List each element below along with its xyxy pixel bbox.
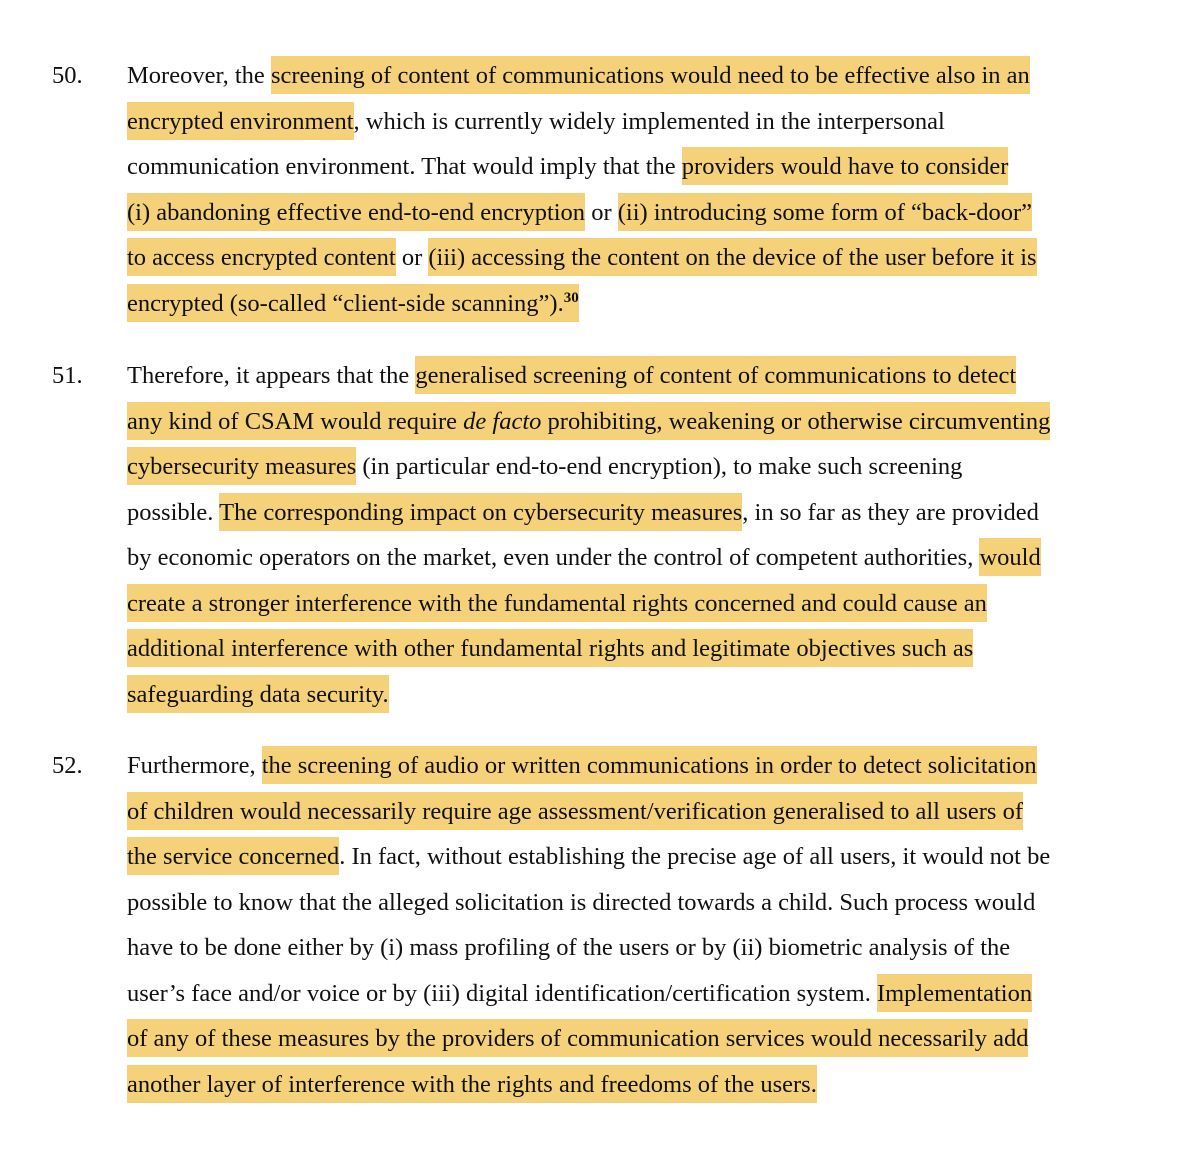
text-line bbox=[127, 626, 1177, 672]
highlighted-text bbox=[127, 193, 585, 231]
text-segment bbox=[127, 980, 877, 1007]
text-segment bbox=[127, 499, 219, 526]
segment-text: Furthermore, bbox=[127, 752, 262, 779]
highlighted-text bbox=[127, 238, 396, 276]
text-line bbox=[127, 444, 1177, 490]
paragraph-body bbox=[127, 353, 1177, 717]
text-line bbox=[127, 1016, 1177, 1062]
segment-text: Implementation bbox=[876, 979, 1033, 1007]
text-segment bbox=[127, 752, 262, 779]
segment-text: The corresponding impact on cybersecurity measures bbox=[219, 498, 743, 526]
segment-text: user’s face and/or voice or by (iii) digital identification/certification system. bbox=[127, 979, 877, 1007]
text-segment bbox=[127, 934, 1010, 961]
text-line bbox=[127, 672, 1177, 718]
text-line bbox=[127, 281, 1177, 327]
text-segment bbox=[742, 499, 1039, 526]
segment-text: (iii) accessing the content on the device of the user before it is bbox=[428, 244, 1037, 271]
segment-text: the service concerned bbox=[127, 843, 340, 870]
highlighted-text bbox=[262, 746, 1037, 784]
text-line bbox=[127, 190, 1177, 236]
segment-text: the screening of audio or written communications in order to detect solicitation bbox=[261, 752, 1037, 779]
paragraph-number: 50. bbox=[52, 62, 83, 89]
segment-text: Moreover, the bbox=[127, 62, 271, 89]
text-line bbox=[127, 353, 1177, 399]
segment-text: another layer of interference with the rights and freedoms of the users. bbox=[127, 1070, 817, 1098]
text-segment bbox=[354, 108, 945, 135]
highlighted-text bbox=[127, 837, 339, 875]
highlighted-text bbox=[127, 629, 973, 667]
segment-text: Therefore, it appears that the bbox=[127, 362, 416, 389]
highlighted-text bbox=[127, 102, 354, 140]
segment-text: (ii) introducing some form of “back-door” bbox=[617, 198, 1033, 226]
text-segment bbox=[356, 453, 962, 480]
segment-text: cybersecurity measures bbox=[127, 453, 357, 480]
highlighted-text bbox=[415, 356, 1016, 394]
highlighted-text bbox=[127, 675, 389, 713]
paragraph-body bbox=[127, 743, 1177, 1107]
text-line bbox=[127, 581, 1177, 627]
segment-text: create a stronger interference with the fundamental rights concerned and could cause an bbox=[127, 589, 987, 617]
paragraph-body bbox=[127, 53, 1177, 326]
highlighted-text bbox=[541, 402, 1050, 440]
text-segment bbox=[396, 244, 429, 271]
highlighted-text bbox=[271, 56, 1030, 94]
segment-text: would bbox=[979, 544, 1041, 571]
text-line bbox=[127, 144, 1177, 190]
text-segment bbox=[339, 843, 1050, 870]
segment-text: , in so far as they are provided bbox=[742, 498, 1039, 526]
highlighted-text bbox=[618, 193, 1032, 231]
segment-text: by economic operators on the market, even under the control of competent authorities, bbox=[127, 544, 980, 571]
highlighted-text bbox=[127, 1065, 817, 1103]
segment-text: possible. bbox=[127, 498, 220, 526]
highlighted-text bbox=[463, 402, 541, 440]
highlighted-text bbox=[127, 447, 356, 485]
text-segment bbox=[127, 62, 271, 89]
segment-text: communication environment. That would imply that the bbox=[127, 153, 682, 180]
highlighted-text bbox=[127, 1019, 1028, 1057]
segment-text: possible to know that the alleged solicitation is directed towards a child. Such process would bbox=[127, 888, 1036, 916]
segment-text: encrypted (so-called “client-side scanning”). bbox=[127, 289, 564, 317]
text-line bbox=[127, 1062, 1177, 1108]
segment-text: to access encrypted content bbox=[127, 244, 396, 271]
segment-text: (in particular end-to-end encryption), to make such screening bbox=[356, 453, 963, 480]
footnote-reference[interactable]: 30 bbox=[563, 289, 579, 306]
segment-text: any kind of CSAM would require bbox=[127, 407, 464, 435]
segment-text: screening of content of communications would need to be effective also in an bbox=[270, 62, 1030, 89]
text-segment bbox=[585, 199, 618, 226]
highlighted-text bbox=[127, 584, 987, 622]
highlighted-text bbox=[428, 238, 1036, 276]
segment-text: , which is currently widely implemented in the interpersonal bbox=[353, 107, 945, 135]
text-line bbox=[127, 535, 1177, 581]
text-line bbox=[127, 53, 1177, 99]
highlighted-text bbox=[979, 538, 1040, 576]
segment-text: de facto bbox=[463, 407, 542, 435]
text-line bbox=[127, 99, 1177, 145]
text-line bbox=[127, 880, 1177, 926]
highlighted-text bbox=[877, 974, 1032, 1012]
segment-text: encrypted environment bbox=[127, 107, 354, 135]
highlighted-text bbox=[219, 493, 742, 531]
segment-text: prohibiting, weakening or otherwise circumventing bbox=[541, 407, 1051, 435]
text-line bbox=[127, 490, 1177, 536]
segment-text: additional interference with other fundamental rights and legitimate objectives such as bbox=[127, 635, 974, 662]
paragraph-number: 52. bbox=[52, 752, 83, 779]
segment-text: or bbox=[585, 198, 618, 226]
text-line bbox=[127, 789, 1177, 835]
text-line bbox=[127, 235, 1177, 281]
text-segment bbox=[127, 544, 979, 571]
highlighted-text bbox=[682, 147, 1009, 185]
text-segment bbox=[127, 362, 415, 389]
text-line bbox=[127, 743, 1177, 789]
segment-text: safeguarding data security. bbox=[127, 680, 389, 708]
segment-text: or bbox=[395, 244, 429, 271]
segment-text: providers would have to consider bbox=[681, 153, 1009, 180]
text-line bbox=[127, 971, 1177, 1017]
segment-text: of any of these measures by the providers of communication services would necessarily add bbox=[127, 1025, 1029, 1052]
highlighted-text bbox=[127, 792, 1023, 830]
highlighted-text bbox=[127, 284, 579, 322]
text-segment bbox=[127, 153, 682, 180]
text-line bbox=[127, 399, 1177, 445]
highlighted-text bbox=[127, 402, 463, 440]
text-line bbox=[127, 925, 1177, 971]
segment-text: . In fact, without establishing the precise age of all users, it would not be bbox=[339, 843, 1051, 870]
segment-text: generalised screening of content of communications to detect bbox=[415, 362, 1017, 389]
segment-text: (i) abandoning effective end-to-end encryption bbox=[127, 198, 586, 226]
paragraph-number: 51. bbox=[52, 362, 83, 389]
text-line bbox=[127, 834, 1177, 880]
text-segment bbox=[127, 889, 1035, 916]
segment-text: of children would necessarily require age assessment/verification generalised to all users of bbox=[127, 797, 1023, 825]
segment-text: have to be done either by (i) mass profiling of the users or by (ii) biometric analysis of the bbox=[127, 934, 1011, 961]
